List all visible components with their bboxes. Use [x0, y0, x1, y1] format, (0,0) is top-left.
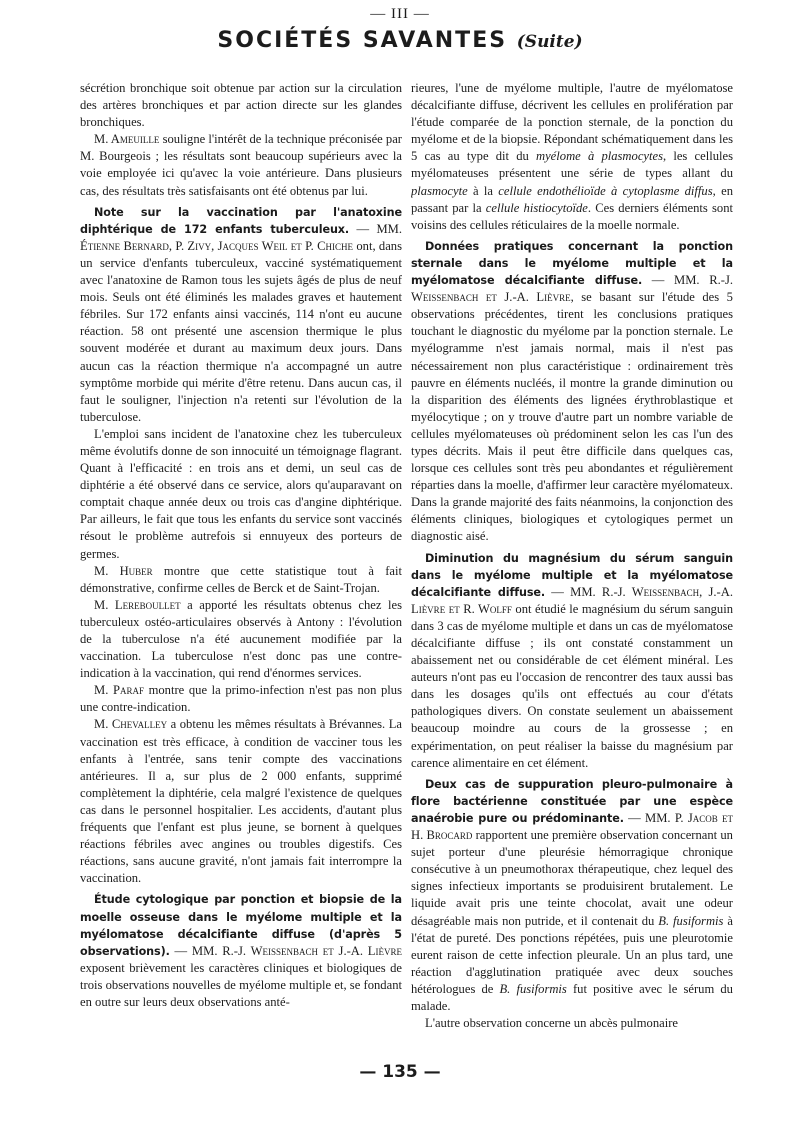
communication-title: Deux cas de suppuration pleuro-pulmonaire à flore bactérienne constituée par une espèce anaérobie pure ou prédominante.	[411, 777, 733, 825]
speaker-name: M. Paraf	[94, 683, 144, 698]
speaker-name: M. Lereboullet	[94, 597, 181, 612]
speaker-name: M. Chevalley	[94, 717, 168, 732]
communication-entry: Étude cytologique par ponction et biopsie de la moelle osseuse dans le myélome multiple et la myélomatose décalcifiante diffuse (d'après 5 observations). — MM. R.-J. Weissenbach et J.-A. Lièvre exposent brièvement les caractères cliniques et biologiques de trois observations nouvelles de myélome multiple et, se fondant en outre sur leurs deux observations anté-	[80, 893, 402, 1009]
communication-entry: Deux cas de suppuration pleuro-pulmonaire à flore bactérienne constituée par une espèce anaérobie pure ou prédominante. — MM. P. Jacob et H. Brocard rapportent une première observation concernant un sujet porteur d'une pleurésie hémorragique chronique consécutive à un pneumothorax thérapeutique, chez lequel des signes infectieux importants se produisirent brutalement. Le liquide avait pris une teinte chocolat, avait une odeur désagréable mais non putride, et il contenait du B. fusiformis à l'état de pureté. Des ponctions répétées, puis une pleurotomie eurent raison de cette infection pleurale. Un an plus tard, une réaction d'agglutination pratiquée avec deux souches hétérologues de B. fusiformis fut positive avec le sérum du malade.	[411, 777, 733, 1013]
communication-authors: — MM. P. Jacob et H. Brocard	[411, 810, 733, 843]
paragraph: L'emploi sans incident de l'anatoxine chez les tuberculeux même évolutifs donne de son innocuité un témoignage flagrant. Quant à l'efficacité : en trois ans et demi, un seul cas de diphtérie a été observé dans ce service, alors qu'auparavant on comptait chaque année deux ou trois cas d'angine diphtérique. Par ailleurs, le fait que tous les enfants du service sont vaccinés résout le problème autrefois si ennuyeux des porteurs de germes.	[80, 426, 402, 561]
communication-title: Diminution du magnésium du sérum sanguin dans le myélome multiple et la myélomatose décalcifiante diffuse.	[411, 551, 733, 599]
communication-entry: Diminution du magnésium du sérum sanguin dans le myélome multiple et la myélomatose décalcifiante diffuse. — MM. R.-J. Weissenbach, J.-A. Lièvre et R. Wolff ont étudié le magnésium du sérum sanguin dans 3 cas de myélome multiple et dans un cas de myélomatose décalcifiante diffuse ; ils ont constaté constamment un abaissement net ou considérable de cet élément minéral. Les auteurs n'ont pas eu l'occasion de rencontrer des taux aussi bas dans les dosages qu'ils ont effectués au cour d'états pathologiques divers. On constate seulement un abaissement beaucoup moindre au cours de la grossesse ; en expérimentation, on peut réaliser la baisse du magnésium par carence alimentaire en cet élément.	[411, 551, 733, 770]
right-column	[411, 80, 733, 1085]
communication-title: Données pratiques concernant la ponction sternale dans le myélome multiple et la myélomatose décalcifiante diffuse.	[411, 239, 733, 288]
paragraph: M. Huber montre que cette statistique tout à fait démonstrative, confirme celles de Berck et de Saint-Trojan.	[80, 563, 402, 595]
left-column	[80, 80, 402, 1085]
communication-title: Étude cytologique par ponction et biopsie de la moelle osseuse dans le myélome multiple et la myélomatose décalcifiante diffuse (d'après 5 observations).	[80, 893, 402, 958]
speaker-name: M. Huber	[94, 563, 153, 578]
communication-entry: Note sur la vaccination par l'anatoxine diphtérique de 172 enfants tuberculeux. — MM. Étienne Bernard, P. Zivy, Jacques Weil et P. Chiche ont, dans un service d'enfants tuberculeux, vacciné systématiquement avec l'anatoxine de Ramon tous les sujets âgés de plus de neuf mois. Seuls ont été éliminés les malades graves et hautement fébriles. Sur 172 enfants ainsi vaccinés, 114 n'ont eu aucune réaction. 58 ont présenté une ascension thermique le plus souvent modérée et durant au maximum deux jours. Dans aucun cas la réaction thermique n'a accompagné un autre symptôme morbide qui mérite d'être retenu. Dans aucun cas, il faut le souligner, l'injection n'a retenti sur l'évolution de la tuberculose.	[80, 205, 402, 424]
section-continuation: (Suite)	[516, 32, 583, 52]
communication-authors: — MM. R.-J. Weissenbach et J.-A. Lièvre	[411, 273, 733, 305]
paragraph: L'autre observation concerne un abcès pulmonaire	[425, 1016, 678, 1031]
page-number: — 135 —	[359, 1062, 441, 1082]
paragraph: M. Lereboullet a apporté les résultats obtenus chez les tuberculeux ostéo-articulaires observés à Antony : l'évolution de la tuberculose n'a été aucunement modifiée par la vaccination. La tuberculose n'est donc pas une contre-indication à la vaccination, qui rend d'énormes services.	[80, 597, 402, 681]
running-head	[0, 28, 800, 53]
paragraph: rieures, l'une de myélome multiple, l'autre de myélomatose décalcifiante diffuse, décrivent les cellules en prolifération par l'étude comparée de la ponction sternale, de la ponction du myélome et de la biopsie. Répondant schématiquement dans les 5 cas au type dit du myélome à plasmocytes, les cellules myélomateuses présentent une série de types allant du plasmocyte à la cellule endothélioïde à cytoplasme diffus, en passant par la cellule histiocytoïde. Ces derniers éléments sont voisins des cellules réticulaires de la moelle normale.	[411, 81, 733, 232]
paragraph: sécrétion bronchique soit obtenue par action sur la circulation des artères bronchiques et par action directe sur les glandes bronchiques.	[80, 81, 402, 130]
paragraph: M. Paraf montre que la primo-infection n'est pas non plus une contre-indication.	[80, 683, 402, 715]
communication-title: Note sur la vaccination par l'anatoxine diphtérique de 172 enfants tuberculeux.	[80, 205, 402, 236]
communication-authors: — MM. R.-J. Weissenbach, J.-A. Lièvre et R. Wolff	[411, 584, 733, 616]
journal-section-title: SOCIÉTÉS SAVANTES	[217, 28, 508, 53]
speaker-name: M. Ameuille	[94, 132, 160, 147]
communication-authors: — MM. R.-J. Weissenbach et J.-A. Lièvre	[169, 943, 402, 958]
communication-entry: Données pratiques concernant la ponction sternale dans le myélome multiple et la myélomatose décalcifiante diffuse. — MM. R.-J. Weissenbach et J.-A. Lièvre, se basant sur l'étude des 5 observations précédentes, tirent les conclusions pratiques touchant le diagnostic du myélome par la ponction sternale. Le myélogramme n'est jamais normal, mais il n'est pas nécessairement non plus caractéristique : ordinairement très pauvre en éléments nucléés, il montre la grande diminution ou la disparition des éléments des lignées érythroblastique et myélocytique ; on y trouve d'autre part un nombre variable de cellules myélomateuses où prédominent selon les cas l'un des types décrits. Mais il peut être difficile dans quelques cas, lorsque ces cellules sont très peu abondantes et régulièrement réparties dans la moelle, d'affirmer leur caractère myélomateux. Dans la grande majorité des faits néanmoins, la conjonction des éléments cliniques, biologiques et cytologiques permet un diagnostic aisé.	[411, 239, 733, 544]
communication-authors: — MM. Étienne Bernard, P. Zivy, Jacques Weil et P. Chiche	[80, 221, 402, 253]
paragraph: M. Chevalley a obtenu les mêmes résultats à Brévannes. La vaccination est très efficace, à condition de vacciner tous les enfants à l'entrée, sans tenir compte des vaccinations antérieures. Il a, sur plus de 2 000 enfants, supprimé complètement la diphtérie, cela malgré l'existence de quelques cas dans le personnel hospitalier. Les accidents, d'autant plus fréquents que l'enfant est plus jeune, se bornent à quelques réactions fébriles avec angines ou troubles digestifs. Ces réactions, sans aucune gravité, n'ont jamais fait interrompre la vaccination.	[80, 717, 402, 886]
roman-folio: — III —	[370, 6, 430, 22]
paragraph: M. Ameuille souligne l'intérêt de la technique préconisée par M. Bourgeois ; les résultats sont beaucoup supérieurs avec la voie employée ici qu'avec la voie antérieure. Dans plusieurs cas, des résultats très satisfaisants ont été obtenus par lui.	[80, 132, 402, 198]
